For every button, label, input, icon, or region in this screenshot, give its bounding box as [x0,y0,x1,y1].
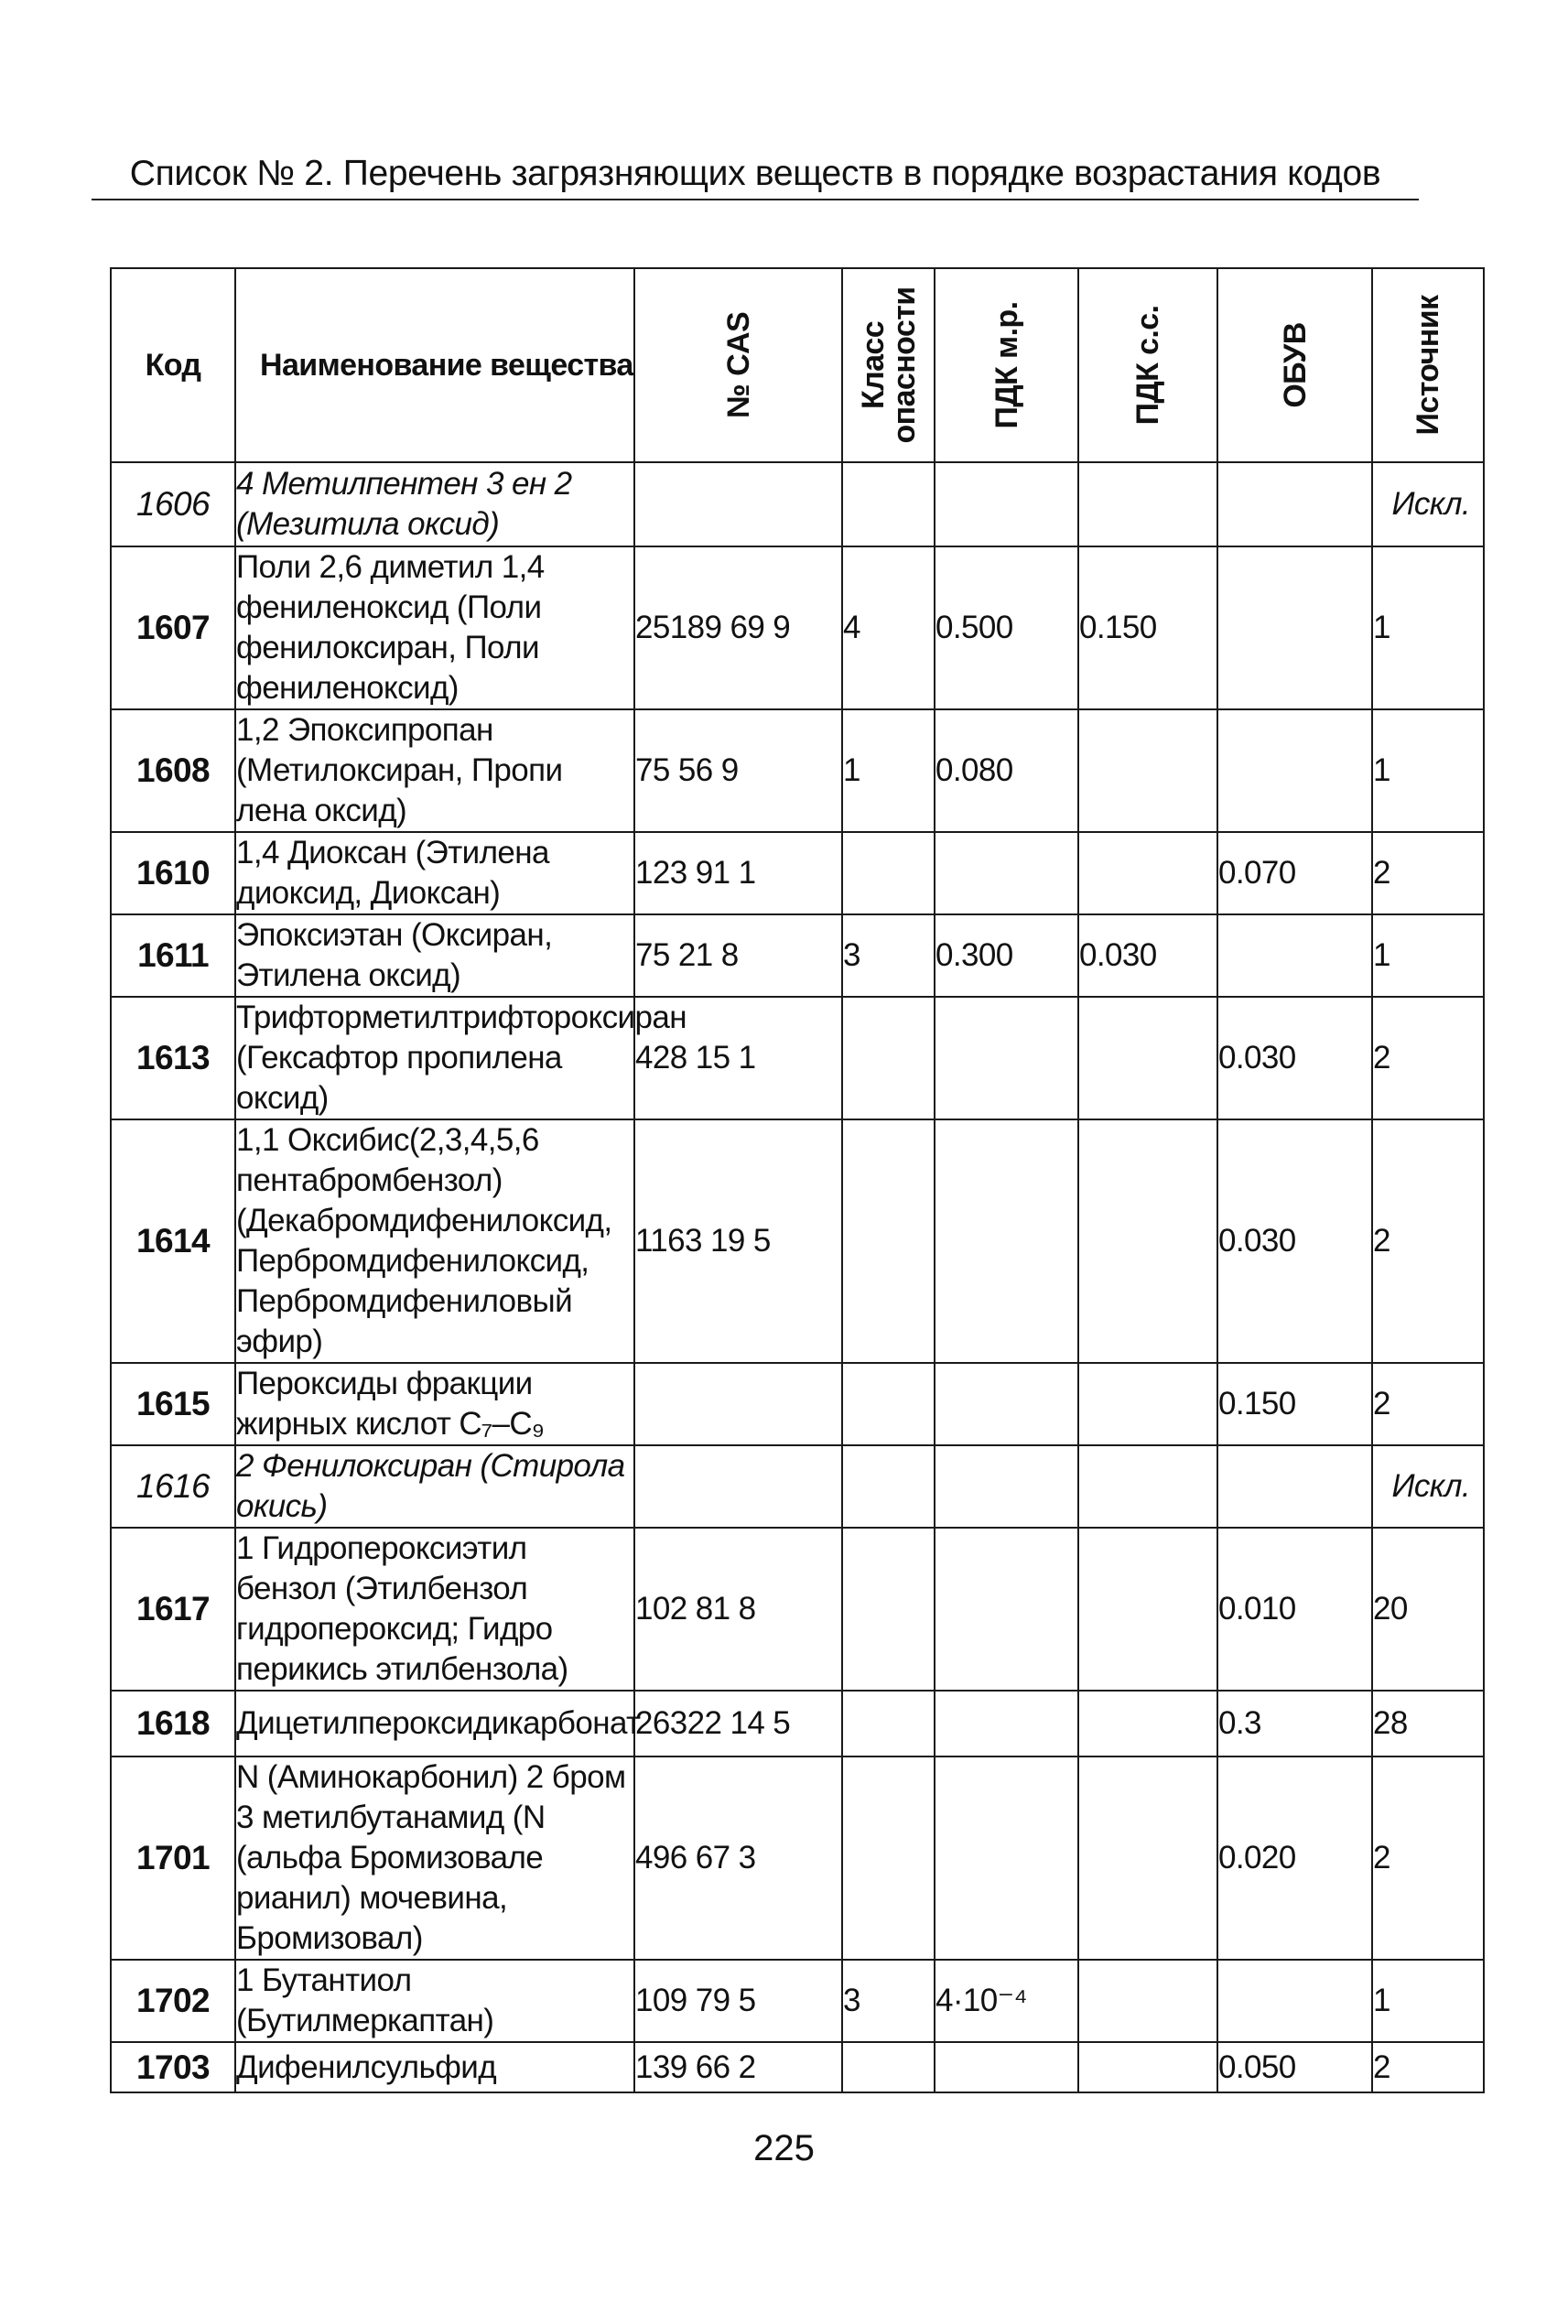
cell-hazard-class: 1 [842,709,935,832]
cell-hazard-class [842,1445,935,1528]
cell-pdk-mr: 4·10⁻⁴ [935,1960,1078,2042]
cell-obuv: 0.3 [1217,1691,1372,1757]
cell-cas [634,1445,842,1528]
cell-name: Пероксиды фракции жирных кислот C₇–C₉ [235,1363,634,1445]
cell-code: 1703 [111,2042,235,2092]
cell-source: 1 [1372,1960,1484,2042]
cell-source: 2 [1372,2042,1484,2092]
cell-name: 4 Метилпентен 3 ен 2 (Мезитила оксид) [235,462,634,546]
cell-obuv: 0.070 [1217,832,1372,914]
cell-code: 1615 [111,1363,235,1445]
cell-code: 1610 [111,832,235,914]
cell-cas: 75 21 8 [634,914,842,997]
cell-pdk-mr [935,1445,1078,1528]
cell-pdk-ss [1078,462,1217,546]
cell-pdk-ss: 0.030 [1078,914,1217,997]
cell-cas [634,462,842,546]
cell-cas: 102 81 8 [634,1528,842,1691]
cell-name: 1,2 Эпоксипропан (Метилоксиран, Пропи лена оксид) [235,709,634,832]
table-header-row [111,268,1484,462]
table-row [111,1119,1484,1363]
cell-cas: 25189 69 9 [634,546,842,709]
cell-cas: 139 66 2 [634,2042,842,2092]
column-header-name: Наименование вещества [235,268,634,462]
cell-source: 2 [1372,1119,1484,1363]
cell-cas: 496 67 3 [634,1757,842,1960]
cell-pdk-ss [1078,1363,1217,1445]
table-row [111,914,1484,997]
cell-source: 1 [1372,914,1484,997]
cell-cas [634,1363,842,1445]
cell-obuv [1217,1960,1372,2042]
cell-source: Искл. [1372,1445,1484,1528]
cell-name: Трифторметилтрифтороксиран (Гексафтор пропилена оксид) [235,997,634,1119]
cell-pdk-mr [935,1363,1078,1445]
table-row [111,462,1484,546]
cell-pdk-mr [935,1691,1078,1757]
cell-code: 1614 [111,1119,235,1363]
column-header-source [1372,268,1484,462]
cell-pdk-ss [1078,709,1217,832]
cell-pdk-ss [1078,1691,1217,1757]
cell-obuv [1217,546,1372,709]
cell-code: 1616 [111,1445,235,1528]
cell-code: 1613 [111,997,235,1119]
cell-hazard-class: 3 [842,914,935,997]
cell-pdk-ss: 0.150 [1078,546,1217,709]
cell-source: 28 [1372,1691,1484,1757]
column-header-obuv-label: ОБУВ [1277,322,1313,408]
column-header-hazard-class [842,268,935,462]
column-header-pdk-ss-label: ПДК с.с. [1130,305,1165,426]
table-row [111,1528,1484,1691]
cell-code: 1606 [111,462,235,546]
table-row [111,709,1484,832]
page-number: 225 [753,2128,815,2168]
cell-hazard-class [842,1691,935,1757]
cell-name: Дицетилпероксидикарбонат [235,1691,634,1757]
column-header-pdk-ss [1078,268,1217,462]
cell-name: 1,1 Оксибис(2,3,4,5,6 пентабромбензол) (Декабромдифенилоксид, Пербромдифенилоксид, Пербромдифениловый эфир) [235,1119,634,1363]
column-header-pdk-mr [935,268,1078,462]
cell-hazard-class [842,1757,935,1960]
table-row [111,997,1484,1119]
cell-name: 1,4 Диоксан (Этилена диоксид, Диоксан) [235,832,634,914]
cell-source: 2 [1372,1757,1484,1960]
cell-source: Искл. [1372,462,1484,546]
cell-cas: 26322 14 5 [634,1691,842,1757]
cell-obuv [1217,709,1372,832]
cell-hazard-class [842,997,935,1119]
cell-obuv [1217,914,1372,997]
cell-cas: 1163 19 5 [634,1119,842,1363]
cell-obuv [1217,462,1372,546]
cell-hazard-class [842,1119,935,1363]
cell-code: 1607 [111,546,235,709]
cell-code: 1617 [111,1528,235,1691]
pollutants-table [110,267,1485,2093]
column-header-obuv [1217,268,1372,462]
cell-source: 2 [1372,832,1484,914]
cell-pdk-mr [935,997,1078,1119]
table-row [111,1960,1484,2042]
cell-source: 1 [1372,709,1484,832]
cell-name: 1 Гидропероксиэтил бензол (Этилбензол гидропероксид; Гидро перикись этилбензола) [235,1528,634,1691]
column-header-pdk-mr-label: ПДК м.р. [989,301,1024,429]
cell-code: 1608 [111,709,235,832]
cell-pdk-mr [935,1528,1078,1691]
column-header-code: Код [111,268,235,462]
cell-hazard-class [842,1363,935,1445]
cell-pdk-ss [1078,1960,1217,2042]
cell-source: 1 [1372,546,1484,709]
column-header-hazard-class-label: Класс опасности [855,286,922,444]
cell-cas: 75 56 9 [634,709,842,832]
table-row [111,546,1484,709]
cell-hazard-class [842,1528,935,1691]
cell-obuv: 0.020 [1217,1757,1372,1960]
page-header: Список № 2. Перечень загрязняющих веществ в порядке возрастания кодов [92,151,1419,200]
cell-cas: 428 15 1 [634,997,842,1119]
cell-cas: 109 79 5 [634,1960,842,2042]
cell-pdk-ss [1078,1445,1217,1528]
cell-pdk-mr [935,462,1078,546]
cell-pdk-ss [1078,1119,1217,1363]
cell-name: Эпоксиэтан (Оксиран, Этилена оксид) [235,914,634,997]
table-row [111,832,1484,914]
cell-hazard-class [842,2042,935,2092]
cell-pdk-ss [1078,1757,1217,1960]
cell-code: 1701 [111,1757,235,1960]
cell-pdk-mr: 0.080 [935,709,1078,832]
table-row [111,1363,1484,1445]
cell-obuv: 0.150 [1217,1363,1372,1445]
cell-code: 1702 [111,1960,235,2042]
cell-source: 20 [1372,1528,1484,1691]
cell-pdk-mr: 0.300 [935,914,1078,997]
cell-name: 2 Фенилоксиран (Стирола окись) [235,1445,634,1528]
table-row [111,2042,1484,2092]
cell-obuv: 0.010 [1217,1528,1372,1691]
cell-hazard-class [842,832,935,914]
cell-name: Дифенилсульфид [235,2042,634,2092]
table-row [111,1445,1484,1528]
cell-pdk-ss [1078,1528,1217,1691]
cell-pdk-mr [935,1757,1078,1960]
cell-name: N (Аминокарбонил) 2 бром 3 метилбутанамид (N (альфа Бромизовале рианил) мочевина, Бромизовал) [235,1757,634,1960]
cell-pdk-mr [935,832,1078,914]
cell-hazard-class: 3 [842,1960,935,2042]
table-row [111,1691,1484,1757]
cell-name: 1 Бутантиол (Бутилмеркаптан) [235,1960,634,2042]
cell-obuv [1217,1445,1372,1528]
column-header-cas-label: № CAS [720,311,756,419]
cell-obuv: 0.030 [1217,1119,1372,1363]
cell-pdk-mr: 0.500 [935,546,1078,709]
column-header-source-label: Источник [1411,295,1445,436]
cell-pdk-ss [1078,997,1217,1119]
cell-code: 1618 [111,1691,235,1757]
cell-obuv: 0.030 [1217,997,1372,1119]
cell-pdk-mr [935,1119,1078,1363]
cell-obuv: 0.050 [1217,2042,1372,2092]
cell-pdk-ss [1078,832,1217,914]
cell-source: 2 [1372,1363,1484,1445]
cell-hazard-class [842,462,935,546]
cell-cas: 123 91 1 [634,832,842,914]
cell-pdk-ss [1078,2042,1217,2092]
cell-source: 2 [1372,997,1484,1119]
cell-code: 1611 [111,914,235,997]
cell-hazard-class: 4 [842,546,935,709]
table-row [111,1757,1484,1960]
column-header-cas [634,268,842,462]
cell-name: Поли 2,6 диметил 1,4 фениленоксид (Поли фенилоксиран, Поли фениленоксид) [235,546,634,709]
cell-pdk-mr [935,2042,1078,2092]
